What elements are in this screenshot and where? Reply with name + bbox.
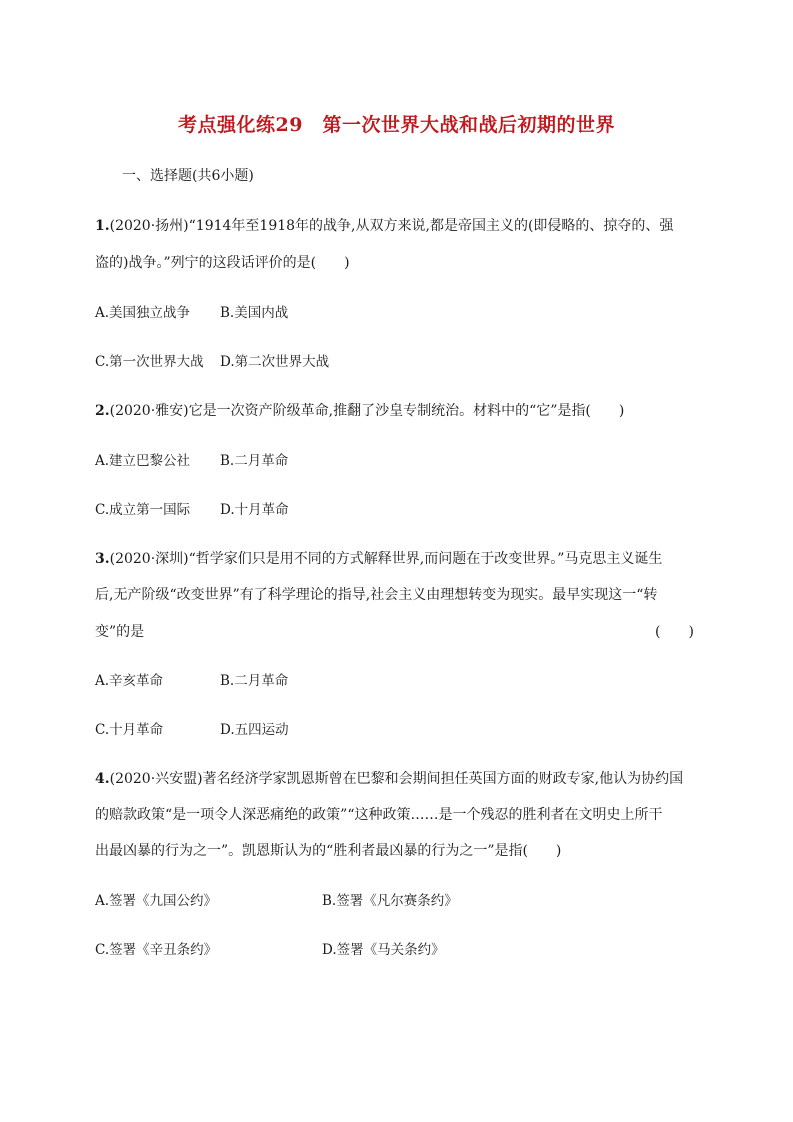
question-3-line-2: 后,无产阶级“改变世界”有了科学理论的指导,社会主义由理想转变为现实。最早实现这一“转: [95, 587, 658, 603]
question-3-line-1: [95, 548, 662, 568]
option-c: C.成立第一国际: [95, 502, 191, 518]
option-d: D.十月革命: [220, 502, 289, 518]
option-b: B.美国内战: [220, 305, 289, 321]
section-heading: 一、选择题(共6小题): [122, 168, 254, 184]
option-c: C.签署《辛丑条约》: [95, 942, 218, 958]
option-b: B.签署《凡尔赛条约》: [322, 893, 458, 909]
answer-parentheses: ( ): [655, 624, 694, 640]
question-2-line-1: [95, 400, 624, 420]
option-d: D.第二次世界大战: [220, 354, 330, 370]
question-number: 2.: [95, 403, 110, 419]
option-c: C.十月革命: [95, 722, 164, 738]
option-b: B.二月革命: [220, 453, 289, 469]
question-text: (2020·雅安)它是一次资产阶级革命,推翻了沙皇专制统治。材料中的“它”是指( ): [109, 403, 625, 419]
question-3-line-3: 变”的是: [95, 624, 145, 640]
question-4-line-3: 出最凶暴的行为之一”。凯恩斯认为的“胜利者最凶暴的行为之一”是指( ): [95, 843, 562, 859]
question-1-line-1: [95, 215, 673, 235]
option-a: A.签署《九国公约》: [95, 893, 218, 909]
question-text: (2020·深圳)“哲学家们只是用不同的方式解释世界,而问题在于改变世界。”马克思主义诞生: [109, 551, 663, 567]
question-4-line-2: 的赔款政策“是一项令人深恶痛绝的政策”“这种政策……是一个残忍的胜利者在文明史上所干: [95, 807, 663, 823]
page-title: 考点强化练29 第一次世界大战和战后初期的世界: [178, 114, 615, 136]
option-a: A.美国独立战争: [95, 305, 191, 321]
option-d: D.签署《马关条约》: [322, 942, 445, 958]
option-b: B.二月革命: [220, 673, 289, 689]
question-number: 1.: [95, 218, 110, 234]
question-number: 4.: [95, 771, 110, 787]
option-a: A.建立巴黎公社: [95, 453, 191, 469]
question-text: (2020·兴安盟)著名经济学家凯恩斯曾在巴黎和会期间担任英国方面的财政专家,他认为协约国: [109, 771, 684, 787]
option-c: C.第一次世界大战: [95, 354, 204, 370]
question-1-line-2: 盗的)战争。”列宁的这段话评价的是( ): [95, 255, 350, 271]
option-d: D.五四运动: [220, 722, 289, 738]
question-4-line-1: [95, 768, 683, 788]
option-a: A.辛亥革命: [95, 673, 164, 689]
question-text: (2020·扬州)“1914年至1918年的战争,从双方来说,都是帝国主义的(即侵略的、掠夺的、强: [109, 218, 674, 234]
question-number: 3.: [95, 551, 110, 567]
